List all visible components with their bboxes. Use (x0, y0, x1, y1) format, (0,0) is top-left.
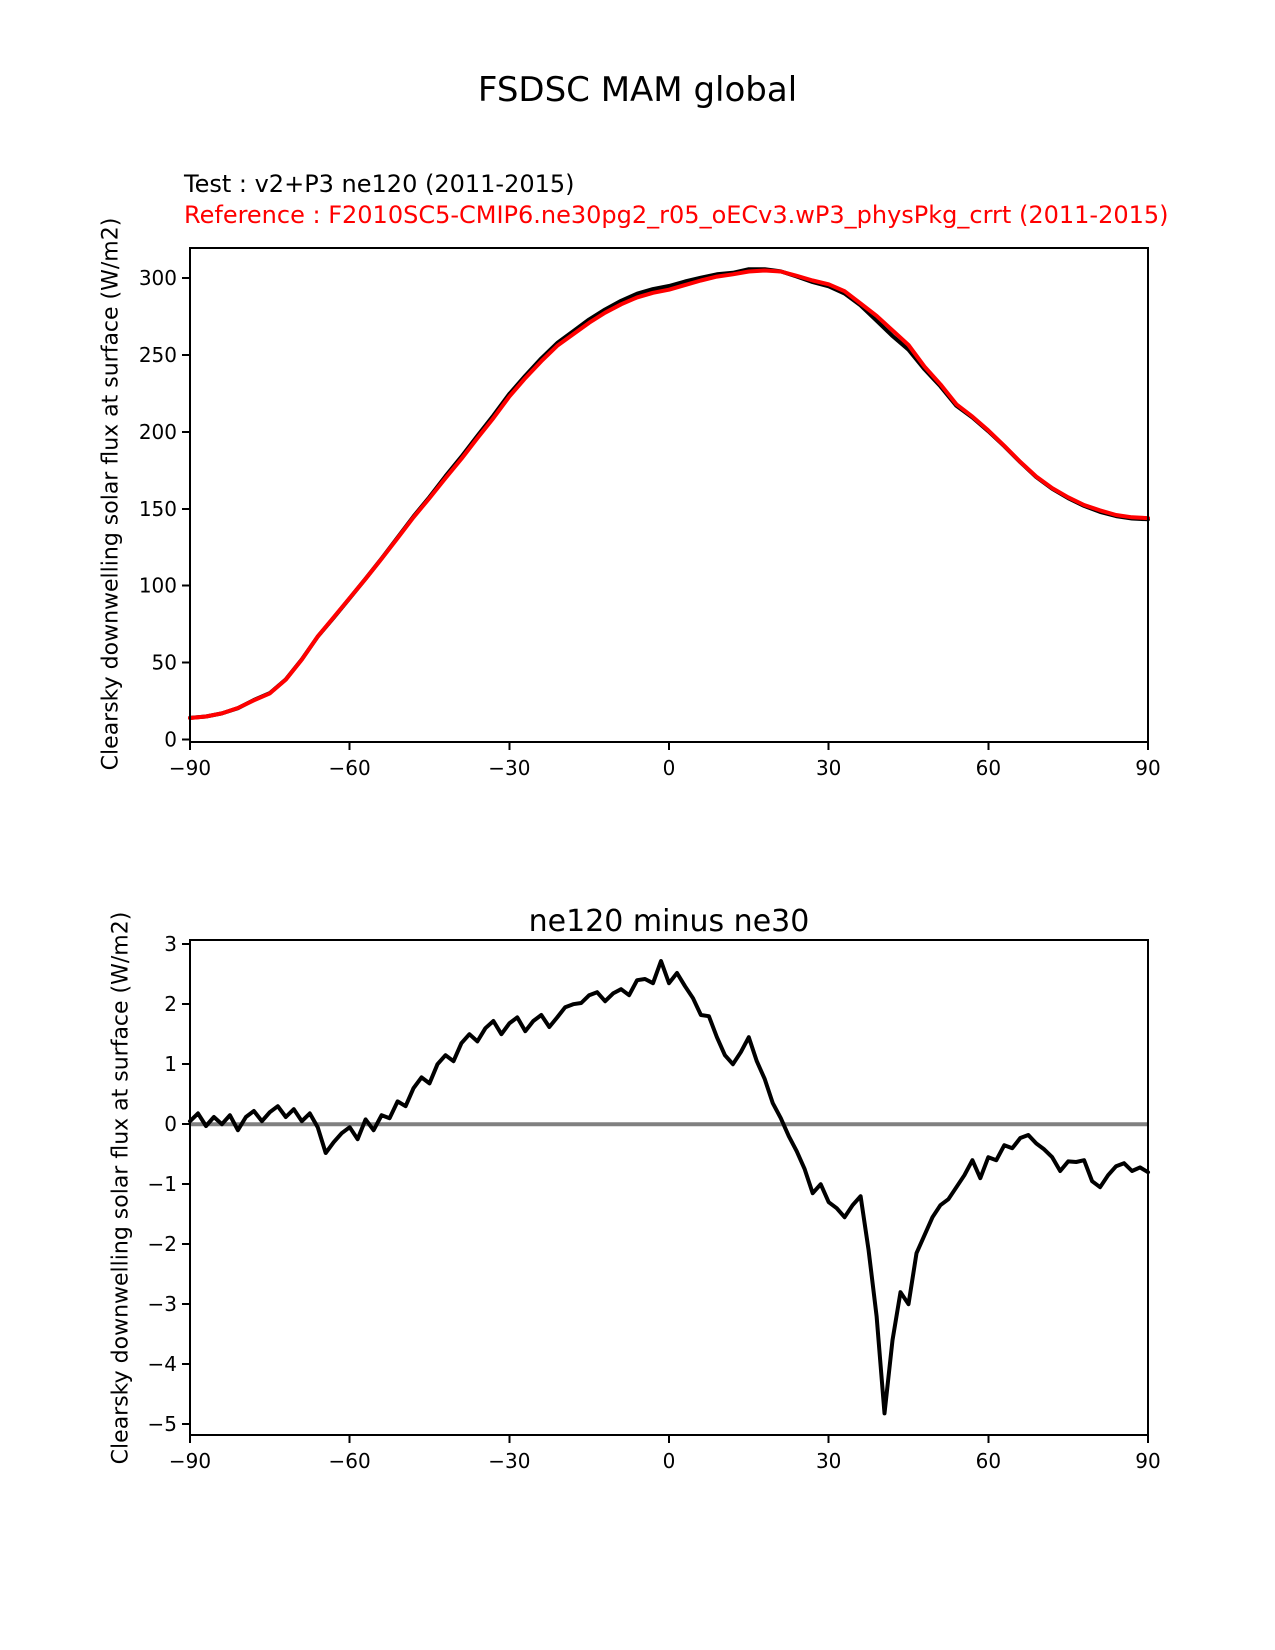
x-tick-label: 60 (975, 756, 1002, 780)
test-series-line (190, 269, 1148, 718)
x-tick-label: 30 (815, 756, 842, 780)
y-tick-label: 0 (164, 727, 177, 752)
y-tick-label: −1 (147, 1172, 177, 1197)
y-tick-label: 50 (151, 650, 177, 675)
y-tick-label: 100 (138, 573, 177, 598)
y-tick-label: 150 (138, 496, 177, 521)
y-tick-label: −2 (147, 1232, 177, 1257)
x-tick-label: 0 (662, 1449, 676, 1473)
y-tick-label: 3 (164, 932, 177, 957)
y-tick-label: 200 (138, 419, 177, 444)
x-tick-label: −30 (488, 756, 531, 780)
bottom-chart-title: ne120 minus ne30 (528, 904, 810, 939)
legend-test-label: Test : v2+P3 ne120 (2011-2015) (184, 170, 575, 198)
y-tick-label: −5 (147, 1412, 177, 1437)
y-tick-label: 1 (164, 1052, 177, 1077)
difference-series-line (190, 961, 1148, 1413)
reference-series-line (190, 271, 1148, 719)
x-tick-label: 90 (1135, 756, 1161, 780)
x-tick-label: 90 (1135, 1449, 1161, 1473)
y-tick-label: 250 (138, 343, 177, 368)
x-tick-label: −60 (328, 756, 371, 780)
y-tick-label: −3 (147, 1292, 177, 1317)
top-chart-y-axis-label: Clearsky downwelling solar flux at surface (W/m2) (98, 217, 124, 771)
y-tick-label: 300 (138, 266, 177, 291)
y-tick-label: −4 (147, 1352, 177, 1377)
x-tick-label: 60 (975, 1449, 1002, 1473)
x-tick-label: 30 (815, 1449, 842, 1473)
figure-title: FSDSC MAM global (477, 70, 798, 110)
x-tick-label: 0 (662, 756, 676, 780)
chart-1-spines (190, 248, 1148, 742)
y-tick-label: 2 (164, 992, 177, 1017)
x-tick-label: −90 (168, 1449, 212, 1473)
x-tick-label: −60 (328, 1449, 371, 1473)
x-tick-label: −90 (168, 756, 212, 780)
x-tick-label: −30 (488, 1449, 531, 1473)
bottom-chart-y-axis-label: Clearsky downwelling solar flux at surface (W/m2) (108, 911, 134, 1465)
chart-2-spines (190, 940, 1148, 1435)
legend-reference-label: Reference : F2010SC5-CMIP6.ne30pg2_r05_oECv3.wP3_physPkg_crrt (2011-2015) (184, 201, 1169, 229)
y-tick-label: 0 (164, 1112, 177, 1137)
